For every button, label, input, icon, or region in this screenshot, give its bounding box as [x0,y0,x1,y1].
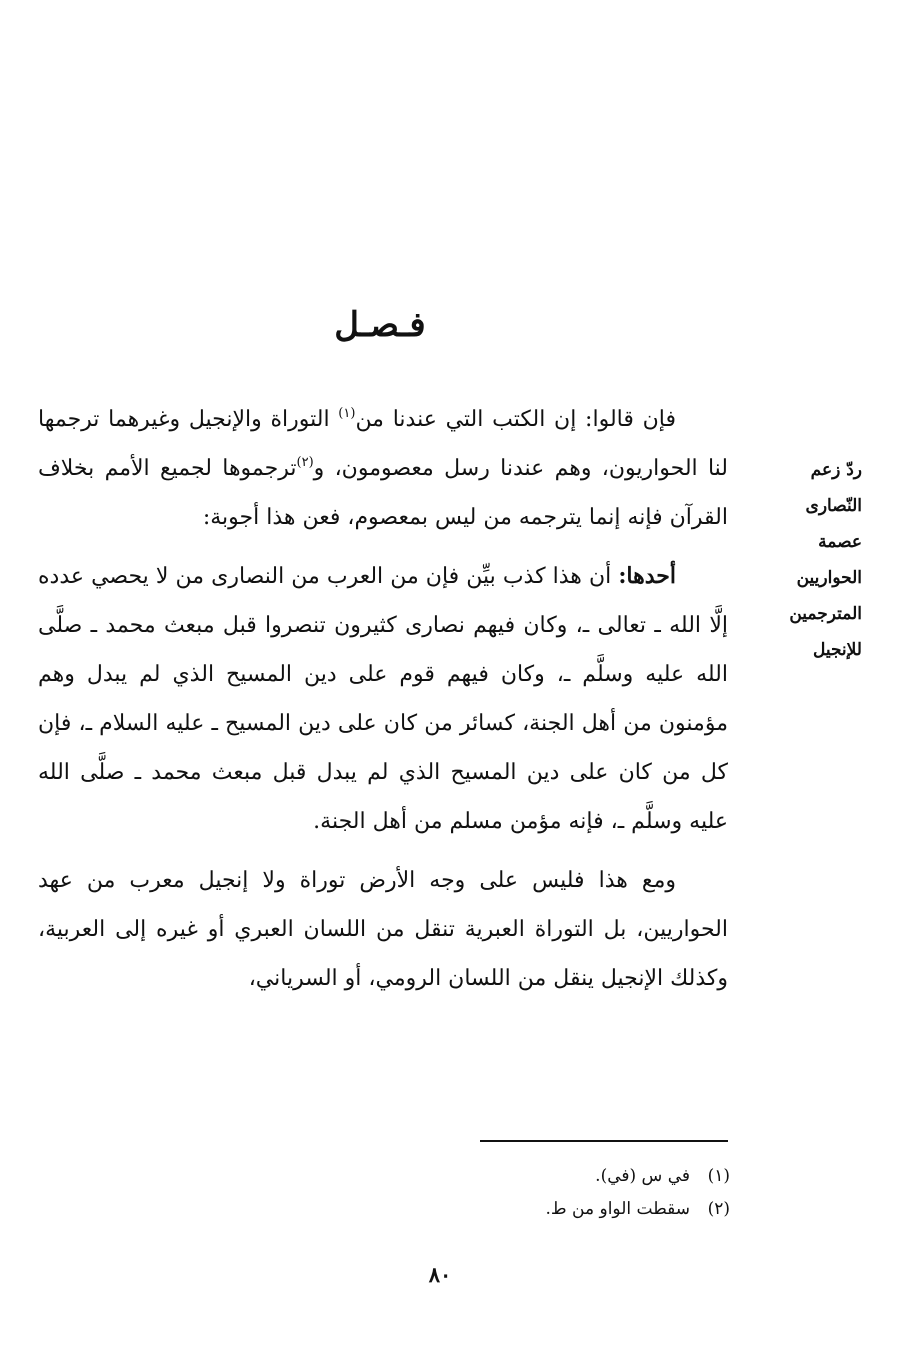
paragraph-text: ترجموها لجميع الأمم بخلاف القرآن فإنه إنما يترجمه من ليس بمعصوم، فعن هذا أجوبة: [38,456,728,530]
paragraph-text: التوراة والإنجيل وغيرهما ترجمها لنا الحواريون، وهم عندنا رسل معصومون، و [38,407,729,481]
margin-note-line: النّصارى [805,496,862,516]
footnote-ref-2: (٢) [296,455,314,470]
footnote-text: سقطت الواو من ط. [545,1199,690,1219]
margin-note [766,452,862,668]
main-text [38,395,728,1003]
footnote-number: (١) [707,1166,730,1186]
answer-lead: أحدها: [618,563,676,589]
paragraph-first-answer [38,552,728,846]
margin-note-line: الحواريين [796,568,862,588]
footnote-rule [480,1140,728,1142]
footnote-text: في س (في). [595,1166,690,1186]
margin-note-line: ردّ زعم [810,460,862,480]
margin-note-line: للإنجيل [812,640,862,660]
paragraph-text: فإن قالوا: إن الكتب التي عندنا من [355,407,676,432]
footnote [440,1160,730,1193]
paragraph-objection [38,395,728,542]
paragraph-text: ومع هذا فليس على وجه الأرض توراة ولا إنجيل معرب من عهد الحواريين، بل التوراة العبرية تنقل من اللسان العبري أو غيره إلى العربية، وكذلك الإنجيل ينقل من اللسان الرومي، أو السرياني، [38,868,728,991]
paragraph-text: أن هذا كذب بيِّن فإن من العرب من النصارى من لا يحصي عدده إلَّا الله ـ تعالى ـ، وكان فيهم نصارى كثيرون تنصروا قبل مبعث محمد ـ صلَّى الله عليه وسلَّم ـ، وكان فيهم قوم على دين المسيح الذي لم يبدل وهم مؤمنون من أهل الجنة، كسائر من كان على دين المسيح ـ عليه السلام ـ، فإن كل من كان على دين المسيح الذي لم يبدل قبل مبعث محمد ـ صلَّى الله عليه وسلَّم ـ، فإنه مؤمن مسلم من أهل الجنة. [38,564,728,834]
paragraph-third [38,856,728,1003]
margin-note-line: عصمة [818,532,862,552]
footnote-ref-1: (١) [338,406,356,421]
footnotes [440,1160,730,1226]
margin-note-line: المترجمين [789,604,862,624]
footnote-number: (٢) [707,1199,730,1219]
page-number: ٨٠ [428,1262,452,1287]
section-title: فـصـل [334,305,426,345]
footnote [440,1193,730,1226]
